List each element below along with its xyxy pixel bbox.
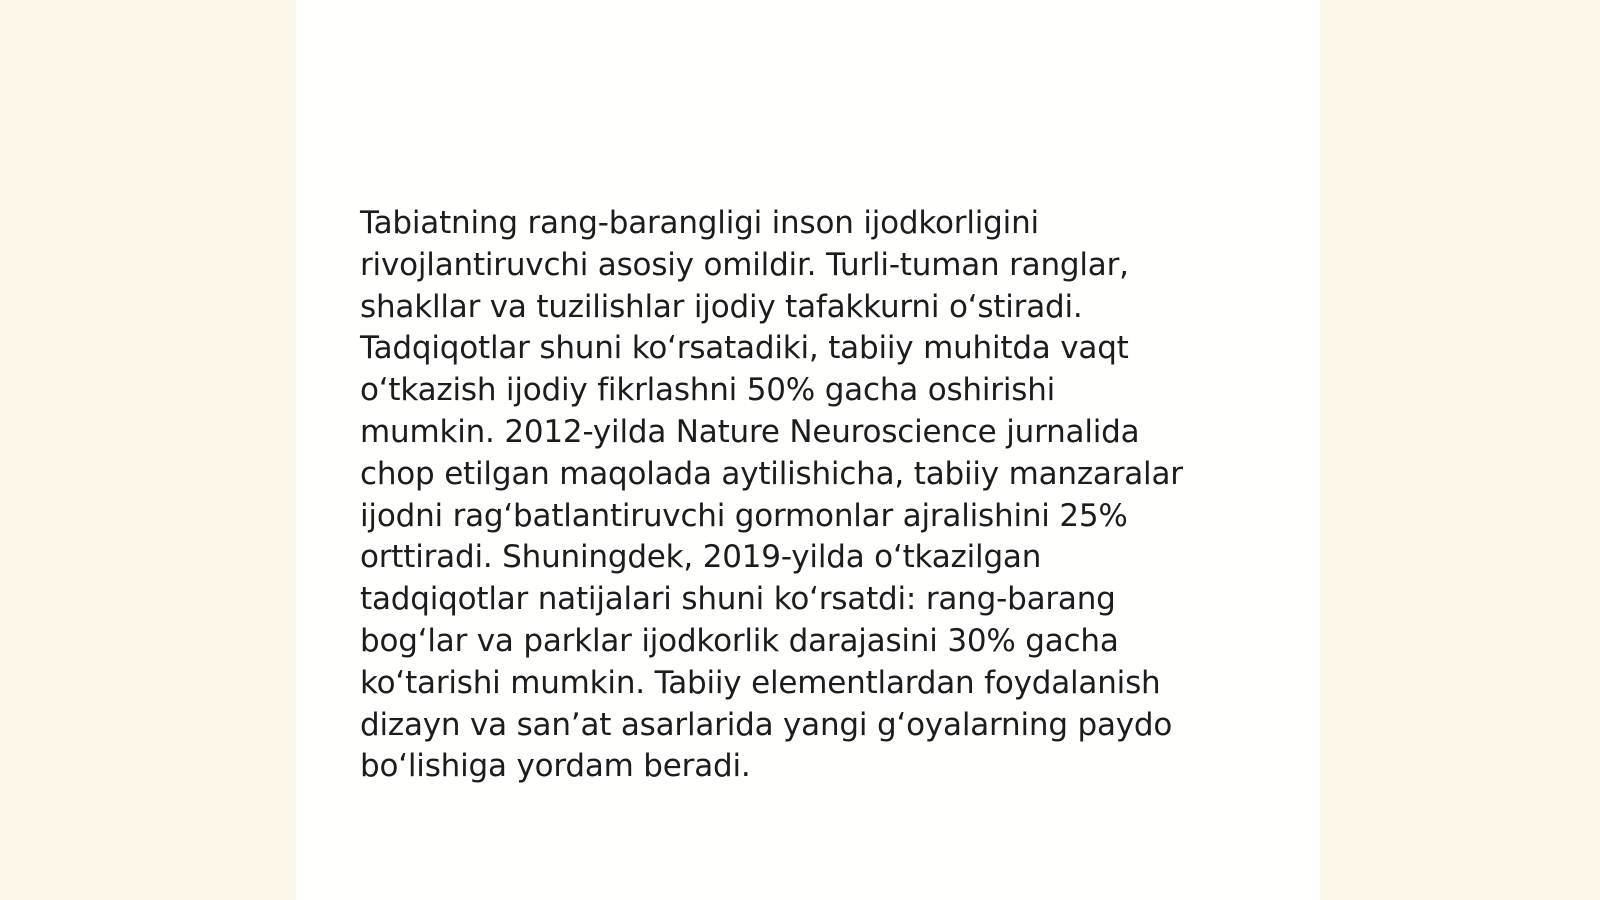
paragraph-line: orttiradi. Shuningdek, 2019-yilda oʻtkazilgan [360, 539, 1042, 576]
paragraph-line: bogʻlar va parklar ijodkorlik darajasini 30% gacha [360, 622, 1119, 659]
right-margin-panel [1320, 0, 1600, 900]
paragraph-line: rivojlantiruvchi asosiy omildir. Turli-tuman ranglar, [360, 246, 1129, 283]
paragraph-line: dizayn va sanʼat asarlarida yangi gʻoyalarning paydo [360, 706, 1173, 743]
paragraph-line: Tabiatning rang-barangligi inson ijodkorligini [360, 205, 1039, 241]
paragraph-line: boʻlishiga yordam beradi. [360, 748, 751, 785]
paragraph-line: Tadqiqotlar shuni koʻrsatadiki, tabiiy muhitda vaqt [360, 330, 1129, 367]
paragraph-line: ijodni ragʻbatlantiruvchi gormonlar ajralishini 25% [360, 497, 1128, 534]
paragraph-line: shakllar va tuzilishlar ijodiy tafakkurni oʻstiradi. [360, 288, 1083, 325]
left-margin-panel [0, 0, 296, 900]
body-paragraph [360, 203, 1240, 788]
paragraph-line: oʻtkazish ijodiy fikrlashni 50% gacha oshirishi [360, 372, 1056, 409]
paragraph-line: mumkin. 2012-yilda Nature Neuroscience jurnalida [360, 413, 1140, 450]
paragraph-line: koʻtarishi mumkin. Tabiiy elementlardan foydalanish [360, 664, 1161, 701]
document-page [296, 0, 1320, 900]
paragraph-line: tadqiqotlar natijalari shuni koʻrsatdi: rang-barang [360, 581, 1116, 618]
paragraph-line: chop etilgan maqolada aytilishicha, tabiiy manzaralar [360, 455, 1183, 492]
